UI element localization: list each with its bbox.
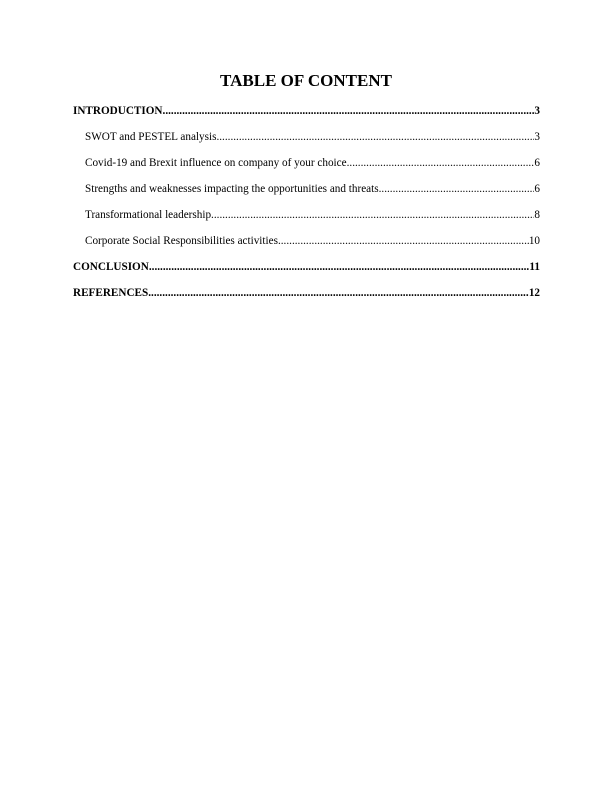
toc-entry-label: SWOT and PESTEL analysis	[85, 131, 217, 143]
toc-entry-covid-brexit[interactable]	[73, 154, 540, 180]
toc-entry-page-number: 8	[534, 209, 540, 221]
toc-entry-label: Strengths and weaknesses impacting the opportunities and threats	[85, 183, 379, 195]
dot-leader	[149, 258, 530, 276]
dot-leader	[211, 206, 534, 224]
dot-leader	[379, 180, 535, 198]
toc-entry-label: CONCLUSION	[73, 261, 149, 273]
toc-entry-page-number: 11	[529, 261, 540, 273]
toc-entry-page-number: 3	[534, 105, 540, 117]
toc-entry-page-number: 6	[534, 183, 540, 195]
toc-entry-swot-pestel[interactable]	[73, 128, 540, 154]
toc-entry-page-number: 6	[534, 157, 540, 169]
toc-entry-page-number: 10	[528, 235, 540, 247]
dot-leader	[347, 154, 535, 172]
toc-entry-introduction[interactable]	[73, 102, 540, 128]
toc-entry-label: Transformational leadership	[85, 209, 212, 221]
toc-entry-transformational-leadership[interactable]	[73, 206, 540, 232]
table-of-contents	[73, 102, 540, 310]
toc-title: TABLE OF CONTENT	[220, 71, 392, 90]
toc-entry-label: INTRODUCTION	[73, 105, 163, 117]
toc-entry-label: REFERENCES	[73, 287, 149, 299]
toc-entry-page-number: 12	[528, 287, 540, 299]
toc-entry-strengths-weaknesses[interactable]	[73, 180, 540, 206]
toc-entry-references[interactable]	[73, 284, 540, 310]
toc-entry-csr-activities[interactable]	[73, 232, 540, 258]
dot-leader	[148, 284, 529, 302]
dot-leader	[216, 128, 534, 146]
toc-entry-conclusion[interactable]	[73, 258, 540, 284]
toc-entry-label: Corporate Social Responsibilities activities	[85, 235, 278, 247]
dot-leader	[163, 102, 535, 120]
toc-entry-page-number: 3	[534, 131, 540, 143]
toc-entry-label: Covid-19 and Brexit influence on company of your choice	[85, 157, 347, 169]
dot-leader	[278, 232, 529, 250]
